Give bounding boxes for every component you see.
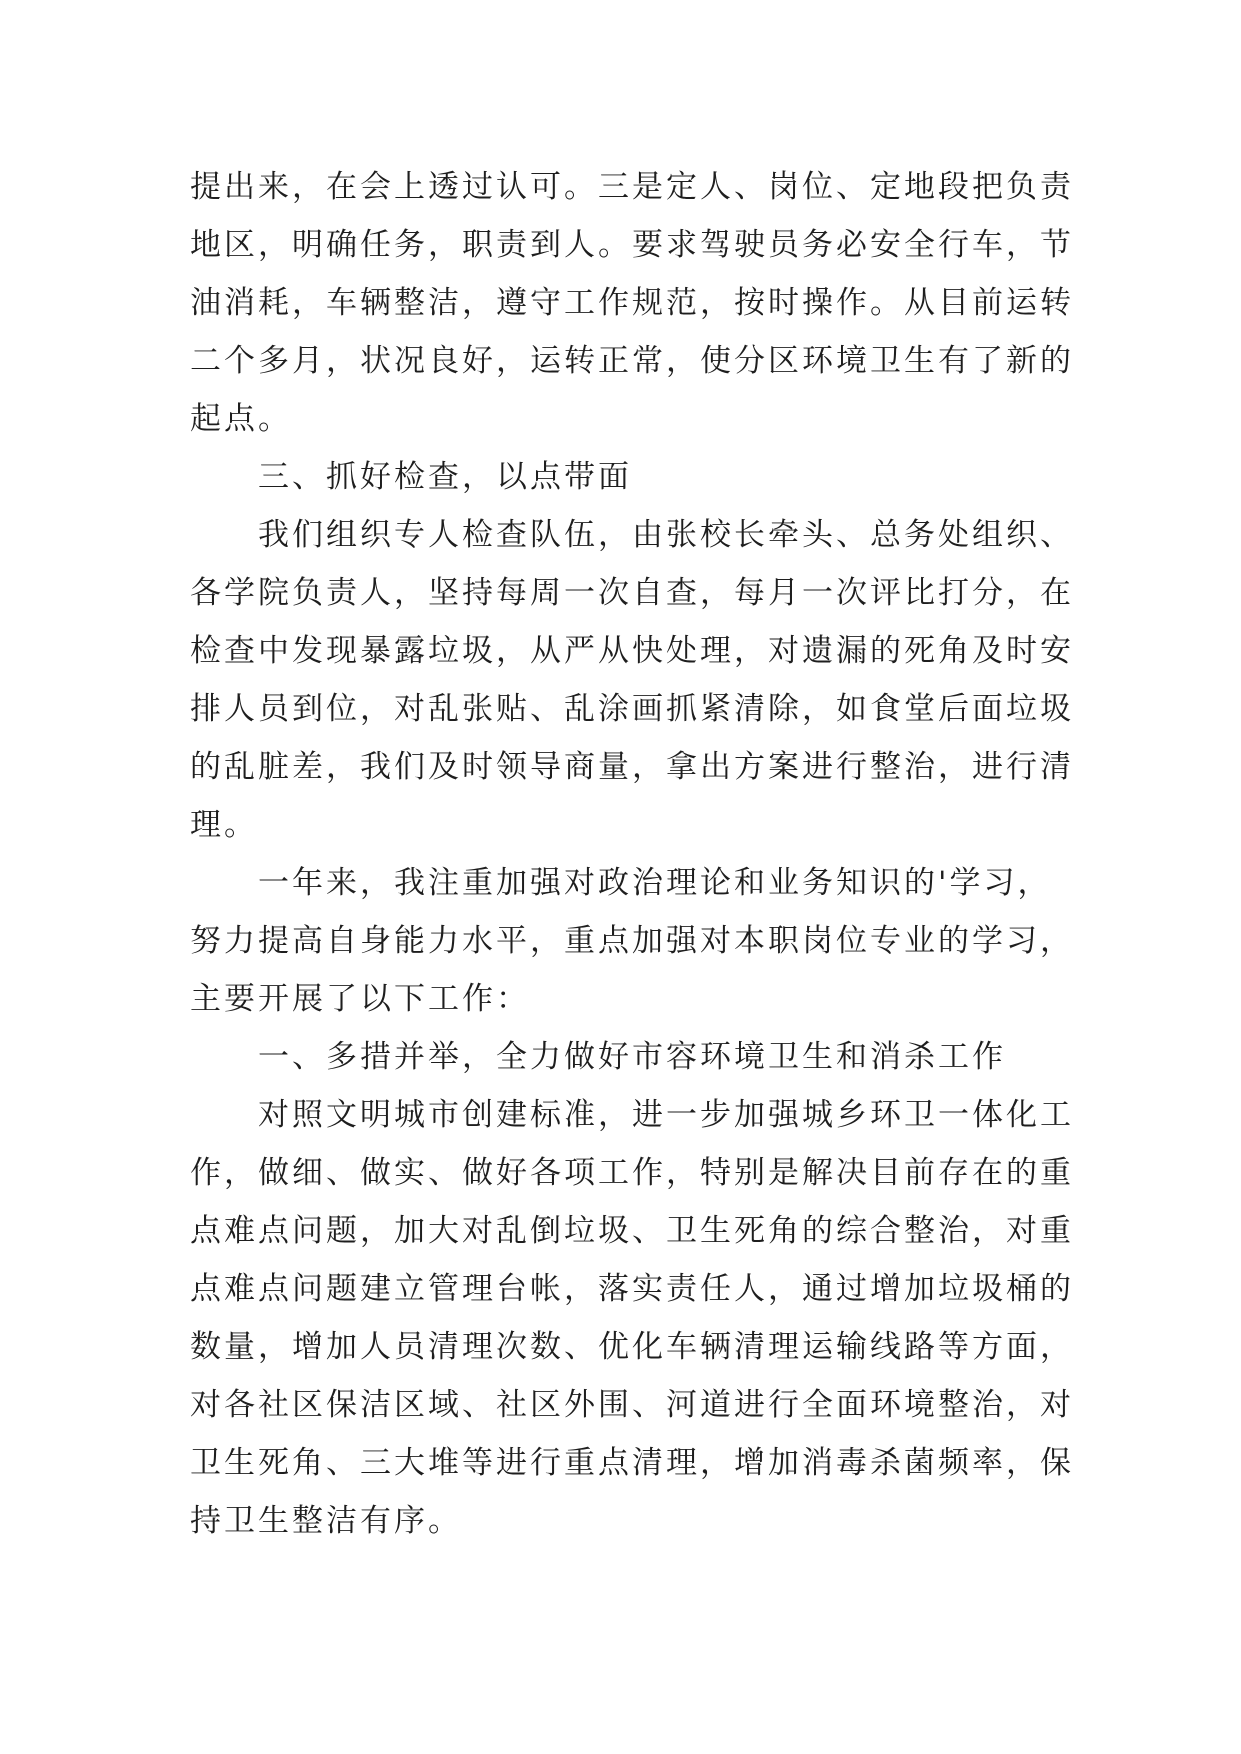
- text-line: 点难点问题，加大对乱倒垃圾、卫生死角的综合整治，对重: [190, 1213, 1074, 1249]
- text-line: 检查中发现暴露垃圾，从严从快处理，对遗漏的死角及时安: [190, 633, 1074, 669]
- text-line: 对各社区保洁区域、社区外围、河道进行全面环境整治，对: [190, 1387, 1074, 1423]
- text-line: 作，做细、做实、做好各项工作，特别是解决目前存在的重: [190, 1155, 1074, 1191]
- section-heading: 一、多措并举，全力做好市容环境卫生和消杀工作: [258, 1039, 1006, 1075]
- paragraph-first-line: 一年来，我注重加强对政治理论和业务知识的'学习，: [258, 865, 1052, 901]
- text-line: 的乱脏差，我们及时领导商量，拿出方案进行整治，进行清: [190, 749, 1074, 785]
- text-line: 油消耗，车辆整洁，遵守工作规范，按时操作。从目前运转: [190, 285, 1074, 321]
- text-line: 起点。: [190, 401, 292, 437]
- document-body: [190, 158, 1074, 1550]
- text-line: 地区，明确任务，职责到人。要求驾驶员务必安全行车，节: [190, 227, 1074, 263]
- text-line: 主要开展了以下工作：: [190, 981, 530, 1017]
- text-line: 持卫生整洁有序。: [190, 1503, 462, 1539]
- text-line: 二个多月，状况良好，运转正常，使分区环境卫生有了新的: [190, 343, 1074, 379]
- text-line: 点难点问题建立管理台帐，落实责任人，通过增加垃圾桶的: [190, 1271, 1074, 1307]
- text-line: 排人员到位，对乱张贴、乱涂画抓紧清除，如食堂后面垃圾: [190, 691, 1074, 727]
- text-line: 卫生死角、三大堆等进行重点清理，增加消毒杀菌频率，保: [190, 1445, 1074, 1481]
- paragraph-first-line: 对照文明城市创建标准，进一步加强城乡环卫一体化工: [258, 1097, 1074, 1133]
- text-line: 努力提高自身能力水平，重点加强对本职岗位专业的学习，: [190, 923, 1074, 959]
- paragraph-first-line: 我们组织专人检查队伍，由张校长牵头、总务处组织、: [258, 517, 1074, 553]
- section-heading: 三、抓好检查，以点带面: [258, 459, 632, 495]
- text-line: 理。: [190, 807, 258, 843]
- text-line: 数量，增加人员清理次数、优化车辆清理运输线路等方面，: [190, 1329, 1074, 1365]
- text-line: 各学院负责人，坚持每周一次自查，每月一次评比打分，在: [190, 575, 1074, 611]
- text-line: 提出来，在会上透过认可。三是定人、岗位、定地段把负责: [190, 169, 1074, 205]
